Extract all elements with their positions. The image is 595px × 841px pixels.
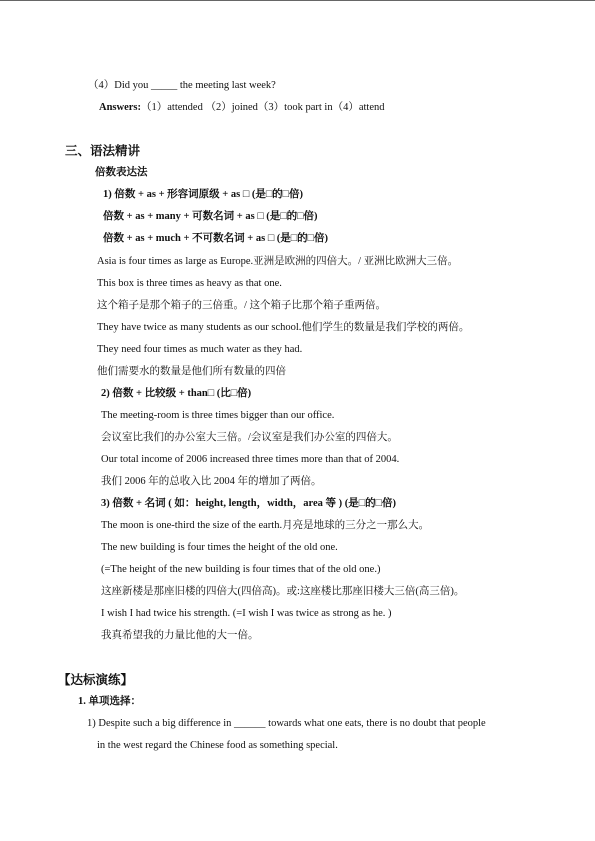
practice-question-1-line-1: 1) Despite such a big difference in ______ towards what one eats, there is no doubt that people — [87, 718, 486, 729]
practice-title: 【达标演练】 — [58, 673, 134, 687]
example-9: I wish I had twice his strength. (=I wish I was twice as strong as he. ) — [101, 608, 392, 619]
example-8: The new building is four times the height of the old one. — [101, 542, 338, 553]
formula-2: 2) 倍数 + 比较级 + than□ (比□倍) — [101, 388, 252, 399]
example-8-alternative: (=The height of the new building is four times that of the old one.) — [101, 564, 381, 575]
formula-1: 1) 倍数 + as + 形容词原级 + as □ (是□的□倍) — [103, 189, 304, 200]
practice-subtitle: 1. 单项选择： — [78, 696, 141, 707]
answers-text: （1）attended （2）joined（3）took part in（4）attend — [141, 102, 385, 113]
formula-3: 3) 倍数 + 名词 ( 如：height, length，width，area 等 ) (是□的□倍) — [101, 498, 396, 509]
example-1: Asia is four times as large as Europe.亚洲是欧洲的四倍大。/ 亚洲比欧洲大三倍。 — [97, 256, 459, 267]
example-2-translation: 这个箱子是那个箱子的三倍重。/ 这个箱子比那个箱子重两倍。 — [97, 300, 387, 311]
subsection-title: 倍数表达法 — [95, 167, 148, 178]
formula-1c: 倍数 + as + much + 不可数名词 + as □ (是□的□倍) — [103, 233, 328, 244]
example-4: They need four times as much water as they had. — [97, 344, 303, 355]
example-5: The meeting-room is three times bigger than our office. — [101, 410, 335, 421]
example-3: They have twice as many students as our school.他们学生的数量是我们学校的两倍。 — [97, 322, 470, 333]
example-4-translation: 他们需要水的数量是他们所有数量的四倍 — [97, 366, 286, 377]
example-7: The moon is one-third the size of the earth.月亮是地球的三分之一那么大。 — [101, 520, 430, 531]
top-rule — [0, 0, 595, 1]
answers-line — [99, 101, 385, 115]
question-4: （4）Did you _____ the meeting last week? — [88, 80, 276, 91]
example-5-translation: 会议室比我们的办公室大三倍。/会议室是我们办公室的四倍大。 — [101, 432, 398, 443]
section-title: 三、语法精讲 — [65, 144, 141, 158]
example-9-translation: 我真希望我的力量比他的大一倍。 — [101, 630, 259, 641]
example-6-translation: 我们 2006 年的总收入比 2004 年的增加了两倍。 — [101, 476, 322, 487]
practice-question-1-line-2: in the west regard the Chinese food as something special. — [97, 740, 338, 751]
answers-label: Answers: — [99, 102, 141, 113]
example-2: This box is three times as heavy as that one. — [97, 278, 282, 289]
example-8-translation: 这座新楼是那座旧楼的四倍大(四倍高)。或:这座楼比那座旧楼大三倍(高三倍)。 — [101, 586, 465, 597]
example-6: Our total income of 2006 increased three times more than that of 2004. — [101, 454, 400, 465]
formula-1b: 倍数 + as + many + 可数名词 + as □ (是□的□倍) — [103, 211, 318, 222]
